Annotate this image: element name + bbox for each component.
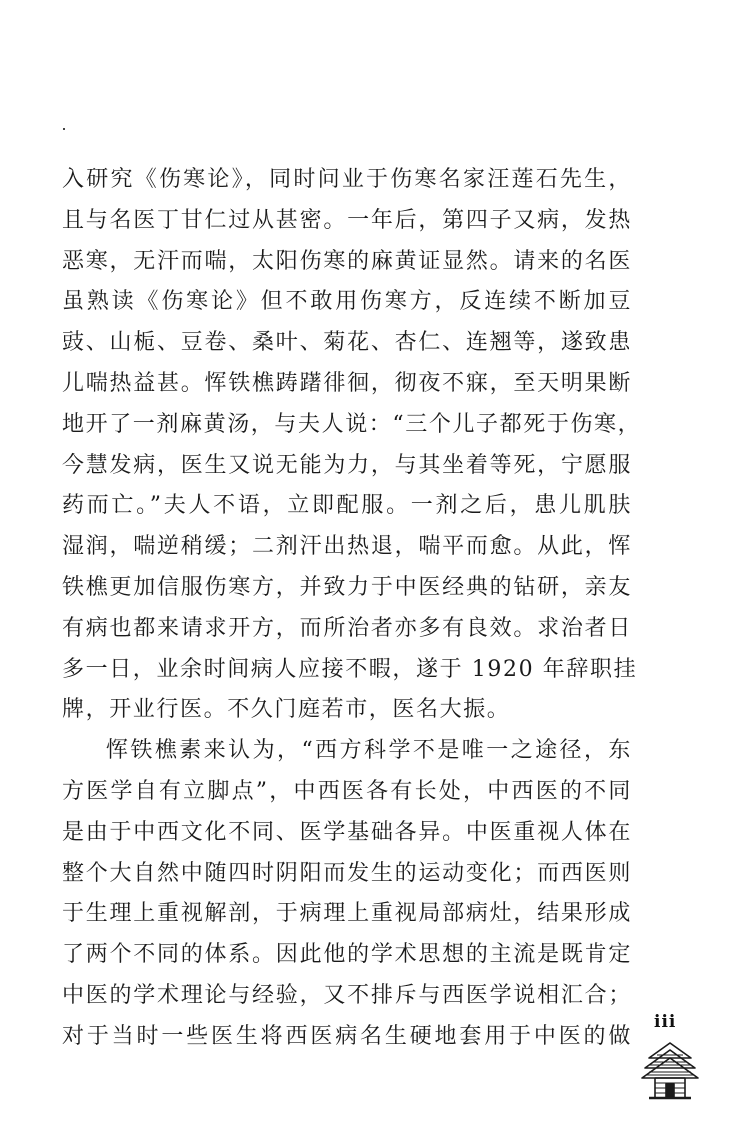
text-line: 多一日，业余时间病人应接不暇，遂于 1920 年辞职挂 — [62, 656, 638, 682]
text-line: 于生理上重视解剖，于病理上重视局部病灶，结果形成 — [62, 901, 632, 927]
text-line: 药而亡。”夫人不语，立即配服。一剂之后，患儿肌肤 — [62, 493, 632, 519]
paragraph-1 — [62, 160, 642, 731]
text-line: 今慧发病，医生又说无能为力，与其坐着等死，宁愿服 — [62, 452, 632, 478]
text-line: 地开了一剂麻黄汤，与夫人说：“三个儿子都死于伤寒， — [62, 411, 642, 437]
text-line: 对于当时一些医生将西医病名生硬地套用于中医的做 — [62, 1023, 632, 1049]
body-text — [62, 160, 642, 1058]
scan-speck — [63, 128, 65, 130]
text-line: 儿喘热益甚。恽铁樵踌躇徘徊，彻夜不寐，至天明果断 — [62, 370, 632, 396]
text-line: 湿润，喘逆稍缓；二剂汗出热退，喘平而愈。从此，恽 — [62, 534, 632, 560]
text-line: 整个大自然中随四时阴阳而发生的运动变化；而西医则 — [62, 860, 632, 886]
text-line: 恶寒，无汗而喘，太阳伤寒的麻黄证显然。请来的名医 — [62, 248, 632, 274]
pagoda-icon — [639, 1040, 701, 1102]
text-line: 有病也都来请求开方，而所治者亦多有良效。求治者日 — [62, 615, 632, 641]
text-line: 虽熟读《伤寒论》但不敢用伤寒方，反连续不断加豆 — [62, 289, 632, 315]
text-line: 且与名医丁甘仁过从甚密。一年后，第四子又病，发热 — [62, 207, 632, 233]
text-line: 了两个不同的体系。因此他的学术思想的主流是既肯定 — [62, 942, 632, 968]
text-line: 铁樵更加信服伤寒方，并致力于中医经典的钻研，亲友 — [62, 574, 632, 600]
text-line: 方医学自有立脚点”，中西医各有长处，中西医的不同 — [62, 778, 632, 804]
text-line: 入研究《伤寒论》，同时问业于伤寒名家汪莲石先生， — [62, 167, 632, 192]
text-line: 豉、山栀、豆卷、桑叶、菊花、杏仁、连翘等，遂致患 — [62, 330, 632, 356]
text-line: 恽铁樵素来认为，“西方科学不是唯一之途径，东 — [106, 738, 632, 764]
text-line: 中医的学术理论与经验，又不排斥与西医学说相汇合； — [62, 982, 632, 1008]
text-line: 牌，开业行医。不久门庭若市，医名大振。 — [62, 697, 511, 723]
page-number: iii — [654, 1012, 677, 1032]
text-line: 是由于中西文化不同、医学基础各异。中医重视人体在 — [62, 819, 632, 845]
paragraph-2 — [62, 731, 632, 1057]
